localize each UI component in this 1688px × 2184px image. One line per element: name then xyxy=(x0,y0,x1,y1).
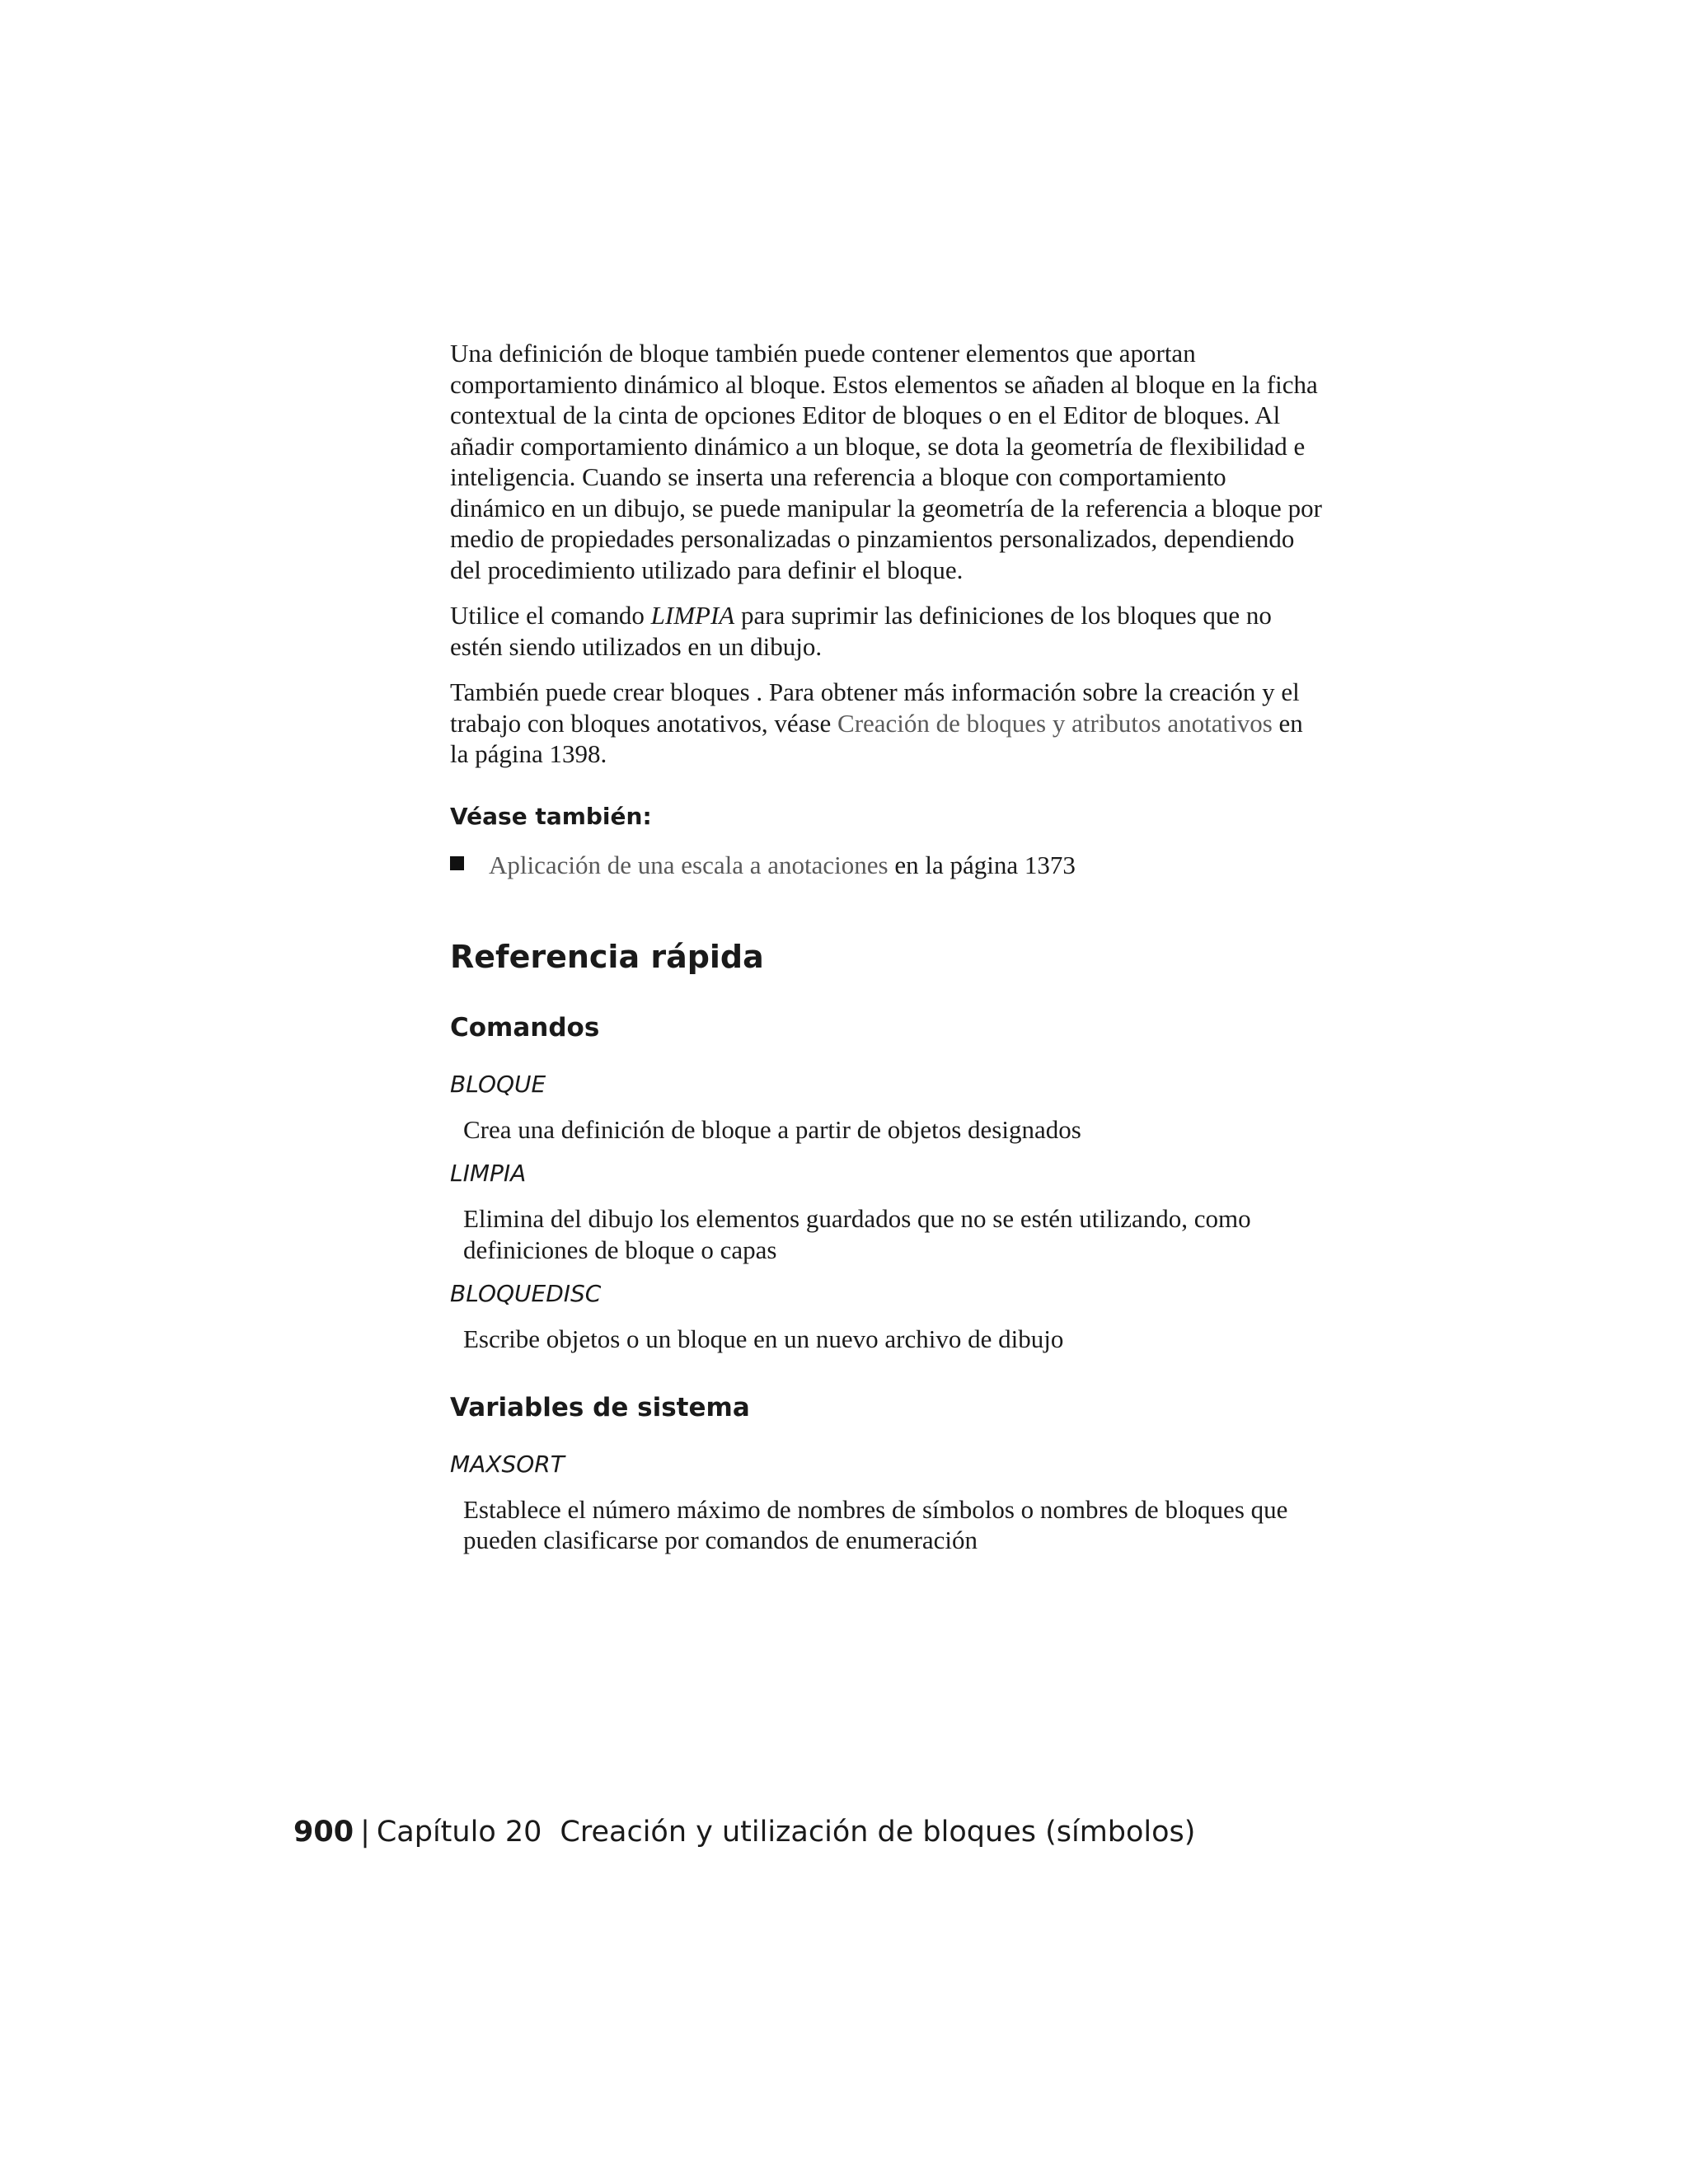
page-content xyxy=(450,338,1324,1556)
commands-heading: Comandos xyxy=(450,1012,600,1043)
body-paragraph-3 xyxy=(450,677,1324,770)
body-paragraph-2 xyxy=(450,600,1324,662)
command-name: BLOQUEDISC xyxy=(450,1280,602,1307)
paragraph-text: También puede crear bloques . Para obtener más información sobre la creación y el trabajo con bloques anotativos, véase xyxy=(450,677,1300,738)
command-description: Escribe objetos o un bloque en un nuevo archivo de dibujo xyxy=(463,1324,1064,1353)
paragraph-text: para suprimir las definiciones de los bloques que no estén siendo utilizados en un dibujo. xyxy=(450,601,1272,661)
see-also-heading: Véase también: xyxy=(450,802,652,830)
quick-reference-title: Referencia rápida xyxy=(450,938,764,975)
see-also-item xyxy=(450,850,1324,881)
footer-separator: | xyxy=(360,1816,370,1849)
command-description: Crea una definición de bloque a partir de objetos designados xyxy=(463,1114,1081,1144)
command-name: LIMPIA xyxy=(450,1160,527,1187)
square-bullet-icon xyxy=(450,856,464,870)
page-footer xyxy=(293,1816,1195,1849)
chapter-label: Capítulo 20 xyxy=(376,1816,542,1849)
chapter-title: Creación y utilización de bloques (símbolos) xyxy=(560,1816,1196,1849)
see-also-suffix: en la página 1373 xyxy=(888,850,1076,879)
system-variable-description: Establece el número máximo de nombres de símbolos o nombres de bloques que pueden clasificarse por comandos de enumeración xyxy=(463,1494,1288,1554)
see-also-link[interactable]: Aplicación de una escala a anotaciones xyxy=(489,850,889,879)
page-number: 900 xyxy=(293,1816,354,1849)
body-paragraph-1: Una definición de bloque también puede contener elementos que aportan comportamiento dinámico al bloque. Estos elementos se añaden al bloque en la ficha contextual de la cinta de opciones Editor de bloques o en el Editor de bloques. Al añadir comportamiento dinámico a un bloque, se dota la geometría de flexibilidad e inteligencia. Cuando se inserta una referencia a bloque con comportamiento dinámico en un dibujo, se puede manipular la geometría de la referencia a bloque por medio de propiedades personalizadas o pinzamientos personalizados, dependiendo del procedimiento utilizado para definir el bloque. xyxy=(450,339,1322,584)
cross-reference-link[interactable]: Creación de bloques y atributos anotativos xyxy=(837,708,1273,738)
command-description: Elimina del dibujo los elementos guardados que no se estén utilizando, como definiciones de bloque o capas xyxy=(463,1204,1251,1264)
command-name-limpia: LIMPIA xyxy=(650,601,735,630)
command-name: BLOQUE xyxy=(450,1070,546,1098)
paragraph-text: Utilice el comando xyxy=(450,601,651,630)
system-variable-name: MAXSORT xyxy=(450,1450,565,1478)
paragraph-text: en la página 1398. xyxy=(450,708,1303,768)
system-variables-heading: Variables de sistema xyxy=(450,1392,750,1422)
